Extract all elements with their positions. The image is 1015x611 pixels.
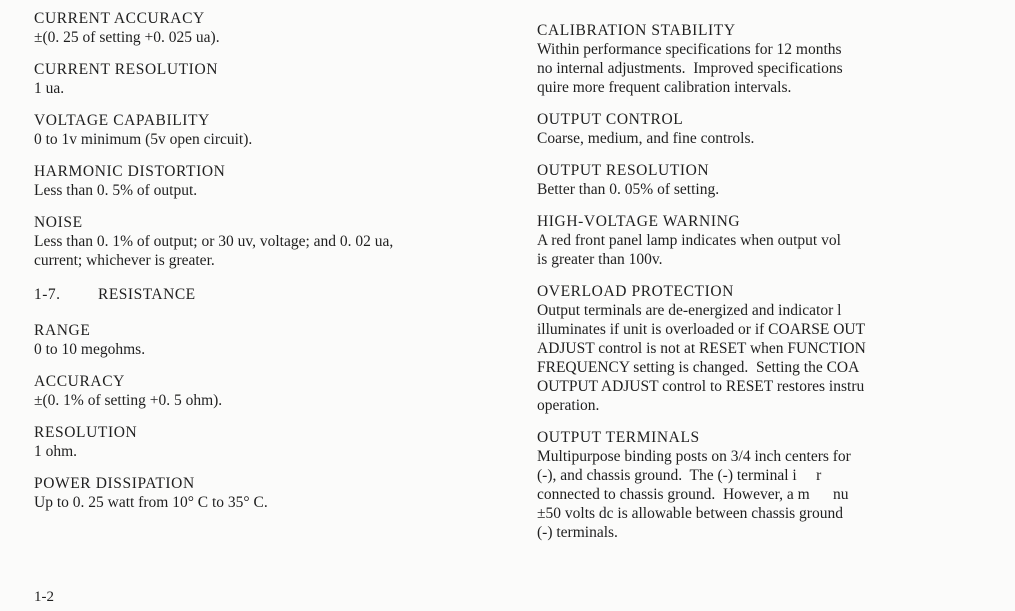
section-heading-resistance — [34, 286, 504, 304]
spec-body: ±(0. 25 of setting +0. 025 ua). — [34, 29, 220, 46]
spec-body: 1 ua. — [34, 80, 65, 97]
spec-title: OUTPUT CONTROL — [537, 111, 684, 128]
spec-resolution — [34, 424, 504, 461]
spec-title: POWER DISSIPATION — [34, 475, 195, 492]
spec-body: Up to 0. 25 watt from 10° C to 35° C. — [34, 494, 268, 511]
spec-title: CURRENT RESOLUTION — [34, 61, 219, 78]
right-column — [537, 22, 967, 556]
spec-body: Within performance specifications for 12 months no internal adjustments. Improved specifications quire more frequent calibration intervals. — [537, 41, 843, 96]
spec-power-dissipation — [34, 475, 504, 512]
spec-current-resolution — [34, 61, 504, 98]
spec-output-resolution — [537, 162, 967, 199]
spec-title: CALIBRATION STABILITY — [537, 22, 736, 39]
spec-harmonic-distortion — [34, 163, 504, 200]
spec-body: ±(0. 1% of setting +0. 5 ohm). — [34, 392, 223, 409]
spec-body: Less than 0. 5% of output. — [34, 182, 198, 199]
spec-title: OVERLOAD PROTECTION — [537, 283, 734, 300]
spec-title: OUTPUT RESOLUTION — [537, 162, 710, 179]
spec-body: Output terminals are de-energized and indicator l illuminates if unit is overloaded or if COARSE OUT ADJUST control is not at RESET when FUNCTION FREQUENCY setting is changed. Setting the COA OUTPUT ADJUST control to RESET restores instru operation. — [537, 302, 866, 414]
spec-accuracy — [34, 373, 504, 410]
spec-body: 0 to 1v minimum (5v open circuit). — [34, 131, 253, 148]
section-number: 1-7. — [34, 286, 61, 303]
spec-body: Multipurpose binding posts on 3/4 inch centers for (-), and chassis ground. The (-) terminal i r connected to chassis ground. However, a m nu ±50 volts dc is allowable between chassis ground (-) terminals. — [537, 448, 851, 541]
spec-high-voltage-warning — [537, 213, 967, 269]
spec-output-control — [537, 111, 967, 148]
spec-title: VOLTAGE CAPABILITY — [34, 112, 210, 129]
spec-overload-protection — [537, 283, 967, 415]
spec-title: ACCURACY — [34, 373, 125, 390]
spec-body: 0 to 10 megohms. — [34, 341, 146, 358]
spec-calibration-stability — [537, 22, 967, 97]
spec-noise — [34, 214, 504, 270]
spec-body: Coarse, medium, and fine controls. — [537, 130, 755, 147]
spec-body: A red front panel lamp indicates when output vol is greater than 100v. — [537, 232, 841, 268]
spec-title: CURRENT ACCURACY — [34, 10, 205, 27]
spec-title: RANGE — [34, 322, 91, 339]
spec-title: NOISE — [34, 214, 83, 231]
spec-title: HIGH-VOLTAGE WARNING — [537, 213, 741, 230]
spec-title: RESOLUTION — [34, 424, 138, 441]
left-column — [34, 10, 504, 526]
section-title: RESISTANCE — [98, 286, 196, 303]
spec-voltage-capability — [34, 112, 504, 149]
page-number: 1-2 — [34, 589, 54, 605]
spec-body: Less than 0. 1% of output; or 30 uv, voltage; and 0. 02 ua, current; whichever is greater. — [34, 233, 394, 269]
spec-range — [34, 322, 504, 359]
spec-current-accuracy — [34, 10, 504, 47]
spec-body: Better than 0. 05% of setting. — [537, 181, 720, 198]
spec-title: HARMONIC DISTORTION — [34, 163, 226, 180]
spec-title: OUTPUT TERMINALS — [537, 429, 700, 446]
spec-output-terminals — [537, 429, 967, 542]
spec-body: 1 ohm. — [34, 443, 78, 460]
